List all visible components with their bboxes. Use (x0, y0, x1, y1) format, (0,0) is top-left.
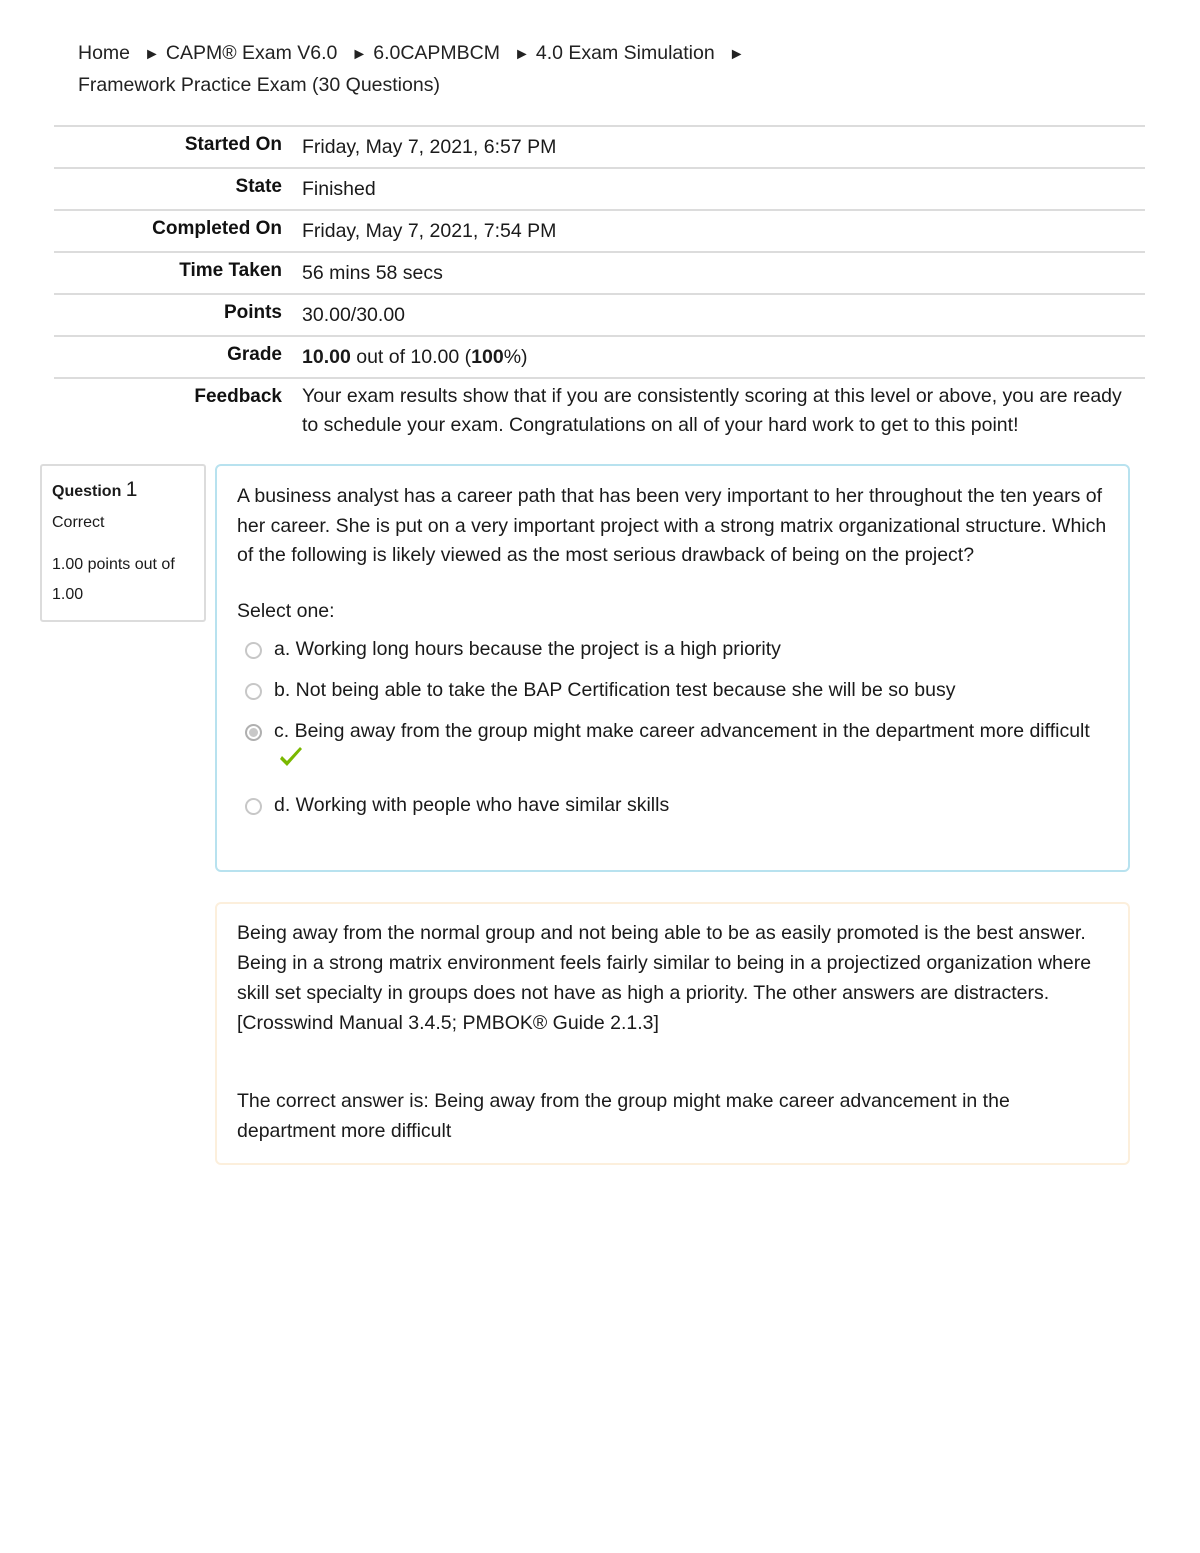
time-taken-label: Time Taken (179, 260, 282, 281)
grade-value (302, 337, 1145, 377)
summary-row-started (54, 127, 1145, 169)
right-answer: The correct answer is: Being away from the group might make career advancement in the department more difficult (237, 1090, 1010, 1142)
time-taken-value: 56 mins 58 secs (302, 262, 443, 284)
radio-button-selected[interactable] (245, 724, 262, 741)
breadcrumb-home[interactable]: Home (78, 42, 131, 64)
breadcrumb-course[interactable]: CAPM® Exam V6.0 (165, 42, 338, 64)
points-value: 30.00/30.00 (302, 304, 406, 326)
answer-option-text: b. Not being able to take the BAP Certification test because she will be so busy (274, 678, 956, 701)
attempt-summary-table (54, 125, 1145, 445)
breadcrumb-separator: ► (728, 46, 745, 63)
feedback-label: Feedback (194, 386, 282, 407)
answer-option-text: a. Working long hours because the project is a high priority (274, 637, 781, 660)
question-number (52, 478, 194, 502)
breadcrumb-separator: ► (514, 46, 530, 63)
breadcrumb-section[interactable]: 4.0 Exam Simulation (535, 42, 715, 64)
question-state: Correct (52, 514, 105, 531)
summary-row-grade (54, 337, 1145, 379)
correct-check-icon (278, 746, 304, 779)
question-text: A business analyst has a career path that has been very important to her throughout the ten years of her career. She is put on a very important project with a strong matrix organizational structure. Which of the following is likely viewed as the most serious drawback of being on the project? (237, 485, 1107, 566)
summary-row-feedback (54, 379, 1145, 445)
feedback-value: Your exam results show that if you are consistently scoring at this level or above, you are ready to schedule your exam. Congratulations on all of your hard work to get to this point! (302, 385, 1122, 436)
breadcrumb-module[interactable]: 6.0CAPMBCM (373, 42, 501, 64)
radio-button[interactable] (245, 642, 262, 659)
general-feedback: Being away from the normal group and not being able to be as easily promoted is the best answer. Being in a strong matrix environment feels fairly similar to being in a projectized organization where skill set specialty in groups does not have as high a priority. The other answers are distracters. [Crosswind Manual 3.4.5; PMBOK® Guide 2.1.3] (237, 922, 1092, 1034)
breadcrumb-separator: ► (351, 46, 368, 63)
state-value: Finished (302, 178, 376, 200)
grade-out-of: out of 10.00 ( (350, 346, 472, 368)
radio-button[interactable] (245, 683, 262, 700)
summary-row-state (54, 169, 1145, 211)
breadcrumb-separator: ► (144, 46, 160, 63)
answer-option-text: c. Being away from the group might make career advancement in the department more difficult (274, 719, 1090, 742)
breadcrumb-current[interactable]: Framework Practice Exam (30 Questions) (78, 74, 440, 96)
radio-button[interactable] (245, 798, 262, 815)
select-one-prompt: Select one: (237, 599, 335, 622)
answer-option-text-wrap (274, 717, 1108, 779)
answer-options (237, 635, 1108, 820)
summary-row-completed (54, 211, 1145, 253)
grade-label: Grade (227, 344, 282, 365)
summary-row-points (54, 295, 1145, 337)
answer-option-c[interactable] (237, 717, 1108, 779)
state-label: State (235, 176, 282, 197)
question-info-panel (40, 464, 206, 622)
completed-on-label: Completed On (152, 218, 282, 239)
breadcrumb (78, 38, 1138, 100)
question-content-card (215, 464, 1130, 872)
question-feedback-card (215, 902, 1130, 1165)
points-label: Points (223, 302, 282, 323)
started-on-label: Started On (184, 134, 282, 155)
question-label: Question (52, 483, 122, 500)
completed-on-value: Friday, May 7, 2021, 7:54 PM (302, 220, 557, 242)
question-grade: 1.00 points out of 1.00 (52, 556, 175, 603)
summary-row-time (54, 253, 1145, 295)
answer-option-text: d. Working with people who have similar skills (274, 793, 670, 816)
question-number-value: 1 (125, 478, 138, 501)
grade-suffix: %) (503, 346, 528, 368)
answer-option-a[interactable] (237, 635, 1108, 664)
answer-option-d[interactable] (237, 791, 1108, 820)
answer-option-b[interactable] (237, 676, 1108, 705)
grade-score: 10.00 (302, 346, 351, 368)
started-on-value: Friday, May 7, 2021, 6:57 PM (302, 136, 557, 158)
grade-percent: 100 (471, 346, 504, 368)
